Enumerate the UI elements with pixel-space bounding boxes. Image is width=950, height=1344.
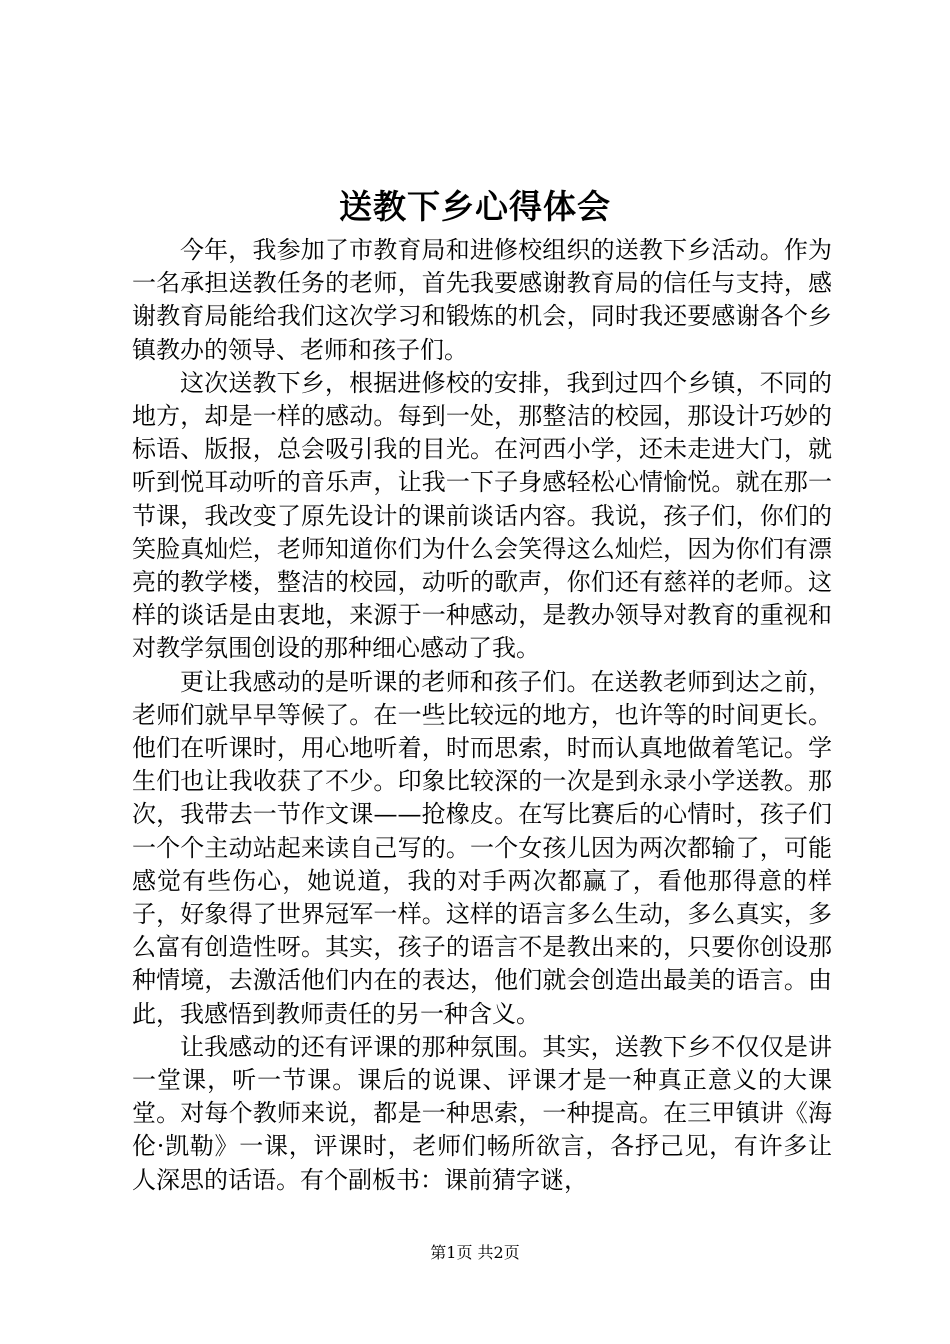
document-title: 送教下乡心得体会 bbox=[339, 187, 611, 226]
document-body bbox=[132, 234, 832, 1197]
paragraph: 这次送教下乡，根据进修校的安排，我到过四个乡镇，不同的地方，却是一样的感动。每到一处，那整洁的校园，那设计巧妙的标语、版报，总会吸引我的目光。在河西小学，还未走进大门，就听到悦耳动听的音乐声，让我一下子身感轻松心情愉悦。就在那一节课，我改变了原先设计的课前谈话内容。我说，孩子们，你们的笑脸真灿烂，老师知道你们为什么会笑得这么灿烂，因为你们有漂亮的教学楼，整洁的校园，动听的歌声，你们还有慈祥的老师。这样的谈话是由衷地，来源于一种感动，是教办领导对教育的重视和对教学氛围创设的那种细心感动了我。 bbox=[132, 368, 832, 663]
paragraph: 让我感动的还有评课的那种氛围。其实，送教下乡不仅仅是讲一堂课，听一节课。课后的说课、评课才是一种真正意义的大课堂。对每个教师来说，都是一种思索，一种提高。在三甲镇讲《海伦·凯勒》一课，评课时，老师们畅所欲言，各抒己见，有许多让人深思的话语。有个副板书：课前猜字谜， bbox=[132, 1032, 832, 1194]
paragraph: 今年，我参加了市教育局和进修校组织的送教下乡活动。作为一名承担送教任务的老师，首先我要感谢教育局的信任与支持，感谢教育局能给我们这次学习和锻炼的机会，同时我还要感谢各个乡镇教办的领导、老师和孩子们。 bbox=[132, 236, 832, 364]
paragraph: 更让我感动的是听课的老师和孩子们。在送教老师到达之前，老师们就早早等候了。在一些比较远的地方，也许等的时间更长。他们在听课时，用心地听着，时而思索，时而认真地做着笔记。学生们也让我收获了不少。印象比较深的一次是到永录小学送教。那次，我带去一节作文课——抢橡皮。在写比赛后的心情时，孩子们一个个主动站起来读自己写的。一个女孩儿因为两次都输了，可能感觉有些伤心，她说道，我的对手两次都赢了，看他那得意的样子，好象得了世界冠军一样。这样的语言多么生动，多么真实，多么富有创造性呀。其实，孩子的语言不是教出来的，只要你创设那种情境，去激活他们内在的表达，他们就会创造出最美的语言。由此，我感悟到教师责任的另一种含义。 bbox=[132, 667, 832, 1028]
page-footer: 第1页 共2页 bbox=[430, 1243, 520, 1262]
